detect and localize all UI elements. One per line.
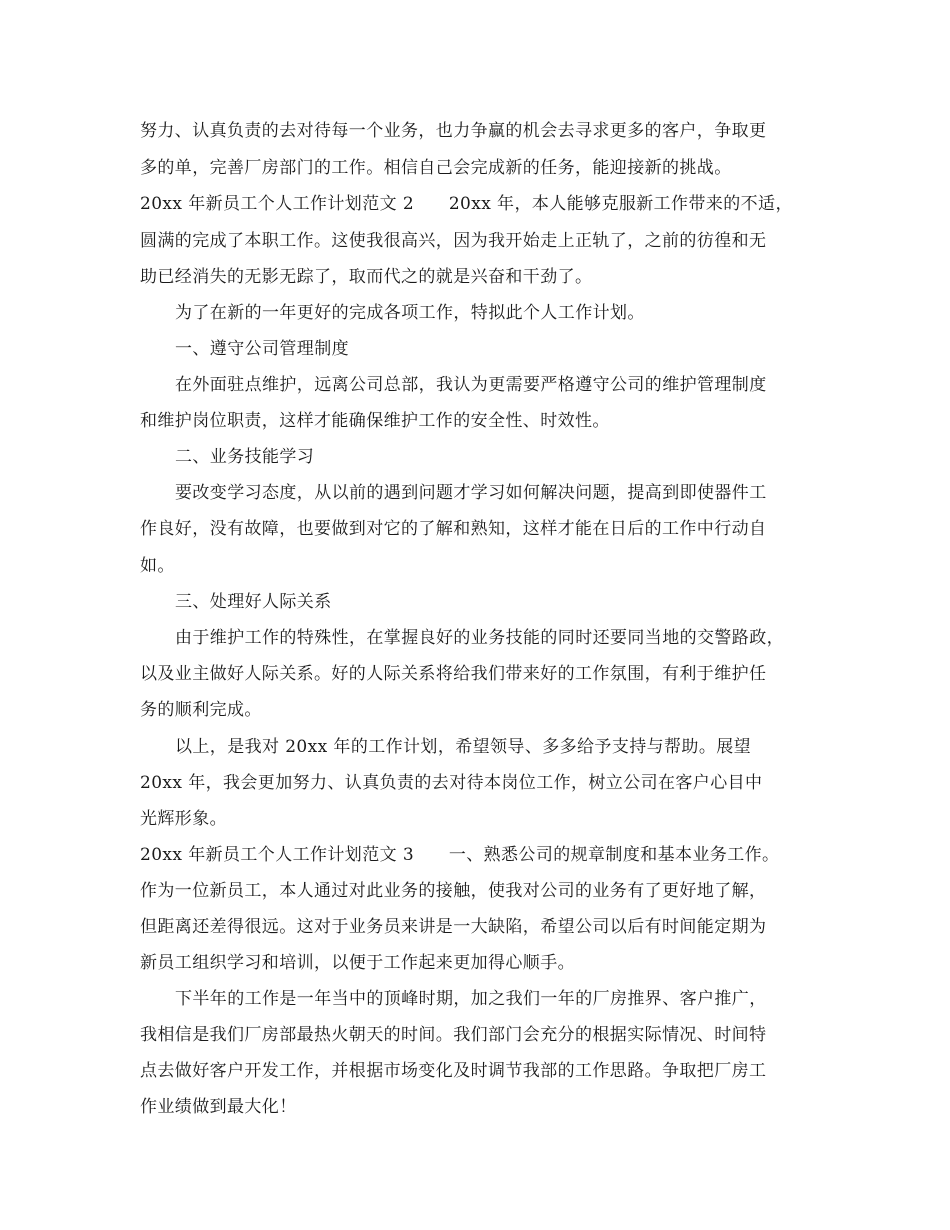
- text-line: 下半年的工作是一年当中的顶峰时期，加之我们一年的厂房推界、客户推广，: [175, 989, 767, 1009]
- text-line: 努力、认真负责的去对待每一个业务，也力争赢的机会去寻求更多的客户，争取更: [140, 121, 767, 141]
- text-line: 作为一位新员工，本人通过对此业务的接触，使我对公司的业务有了更好地了解，: [140, 881, 767, 901]
- text-line: 和维护岗位职责，这样才能确保维护工作的安全性、时效性。: [140, 411, 610, 431]
- text-line: 要改变学习态度，从以前的遇到问题才学习如何解决问题，提高到即使器件工: [175, 483, 767, 503]
- section-heading: 20xx 年新员工个人工作计划范文 2 20xx 年，本人能够克服新工作带来的不适，: [140, 194, 793, 214]
- text-line: 多的单，完善厂房部门的工作。相信自己会完成新的任务，能迎接新的挑战。: [140, 158, 732, 178]
- text-line: 由于维护工作的特殊性，在掌握良好的业务技能的同时还要同当地的交警路政，: [175, 628, 784, 648]
- text-line: 以上，是我对 20xx 年的工作计划，希望领导、多多给予支持与帮助。展望: [175, 737, 752, 757]
- section-heading: 20xx 年新员工个人工作计划范文 3 一、熟悉公司的规章制度和基本业务工作。: [140, 845, 780, 865]
- text-line: 为了在新的一年更好的完成各项工作，特拟此个人工作计划。: [175, 303, 645, 323]
- text-line: 点去做好客户开发工作，并根据市场变化及时调节我部的工作思路。争取把厂房工: [140, 1061, 767, 1081]
- subheading: 一、遵守公司管理制度: [175, 339, 349, 359]
- text-line: 以及业主做好人际关系。好的人际关系将给我们带来好的工作氛围，有利于维护任: [140, 664, 767, 684]
- subheading: 三、处理好人际关系: [175, 592, 332, 612]
- text-line: 作良好，没有故障，也要做到对它的了解和熟知，这样才能在日后的工作中行动自: [140, 519, 767, 539]
- text-line: 我相信是我们厂房部最热火朝天的时间。我们部门会充分的根据实际情况、时间特: [140, 1025, 767, 1045]
- text-line: 助已经消失的无影无踪了，取而代之的就是兴奋和干劲了。: [140, 267, 593, 287]
- text-line: 务的顺利完成。: [140, 700, 262, 720]
- text-line: 新员工组织学习和培训，以便于工作起来更加得心顺手。: [140, 953, 575, 973]
- text-line: 但距离还差得很远。这对于业务员来讲是一大缺陷，希望公司以后有时间能定期为: [140, 917, 767, 937]
- text-line: 光辉形象。: [140, 809, 227, 829]
- text-line: 作业绩做到最大化！: [140, 1097, 297, 1117]
- subheading: 二、业务技能学习: [175, 447, 315, 467]
- text-line: 如。: [140, 556, 175, 576]
- text-line: 圆满的完成了本职工作。这使我很高兴，因为我开始走上正轨了，之前的彷徨和无: [140, 231, 767, 251]
- text-line: 20xx 年，我会更加努力、认真负责的去对待本岗位工作，树立公司在客户心目中: [140, 773, 763, 793]
- text-line: 在外面驻点维护，远离公司总部，我认为更需要严格遵守公司的维护管理制度: [175, 375, 767, 395]
